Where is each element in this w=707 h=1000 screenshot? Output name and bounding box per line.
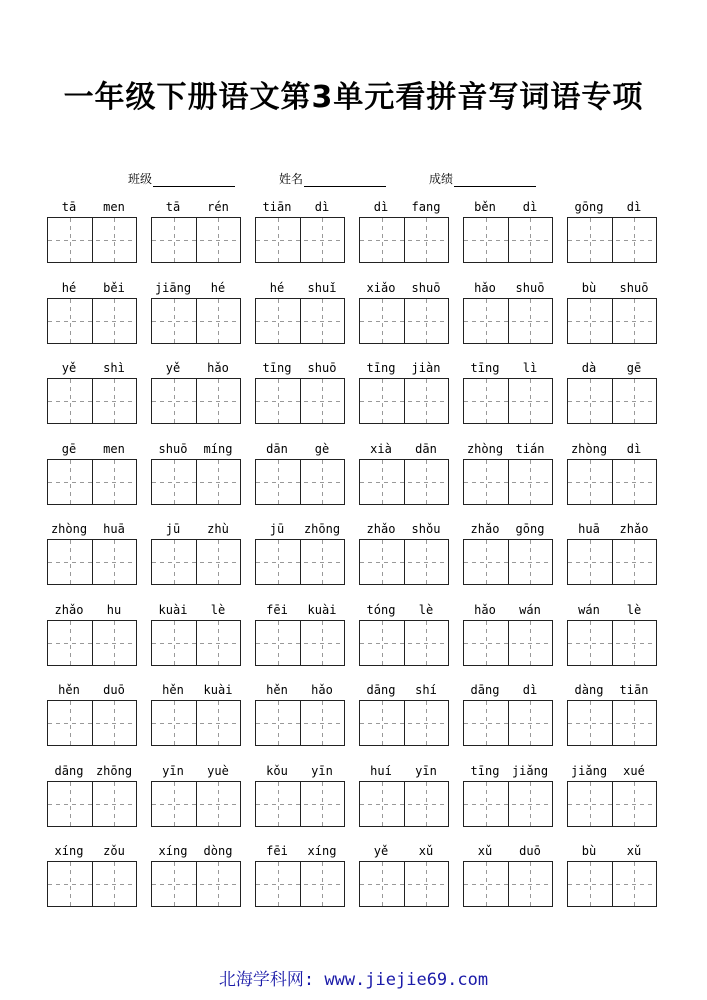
pinyin-syllable: lè (418, 603, 434, 617)
pinyin-syllable: fēi (266, 603, 288, 617)
word-item (47, 681, 137, 751)
tianzige-writing-box[interactable] (151, 781, 241, 827)
pinyin-syllable: yīn (162, 764, 184, 778)
pinyin-syllable: yě (165, 361, 181, 375)
tianzige-writing-box[interactable] (151, 539, 241, 585)
pinyin-syllable: fang (411, 200, 441, 214)
word-item (463, 440, 553, 510)
pinyin-syllable: hǎo (207, 361, 229, 375)
tianzige-writing-box[interactable] (359, 459, 449, 505)
pinyin-syllable: bù (581, 281, 597, 295)
tianzige-writing-box[interactable] (359, 700, 449, 746)
pinyin-syllable: běi (103, 281, 125, 295)
word-item (567, 279, 657, 349)
pinyin-syllable: gē (61, 442, 77, 456)
pinyin-syllable: yě (61, 361, 77, 375)
tianzige-writing-box[interactable] (567, 378, 657, 424)
word-item (47, 359, 137, 429)
pinyin-syllable: kuài (307, 603, 337, 617)
pinyin-syllable: zhǎo (54, 603, 84, 617)
tianzige-writing-box[interactable] (359, 217, 449, 263)
pinyin-syllable: huā (578, 522, 600, 536)
pinyin-syllable: dāng (366, 683, 396, 697)
pinyin-syllable: xià (370, 442, 392, 456)
tianzige-writing-box[interactable] (47, 459, 137, 505)
pinyin-syllable: tīng (470, 361, 500, 375)
pinyin-syllable: shuǐ (307, 281, 337, 295)
exercise-row (47, 762, 659, 832)
word-item (359, 359, 449, 429)
pinyin-syllable: hé (61, 281, 77, 295)
pinyin-syllable: tīng (366, 361, 396, 375)
tianzige-writing-box[interactable] (255, 378, 345, 424)
score-field[interactable] (429, 170, 536, 187)
word-item (255, 279, 345, 349)
tianzige-writing-box[interactable] (463, 700, 553, 746)
score-blank[interactable] (454, 173, 536, 187)
word-item (255, 520, 345, 590)
pinyin-syllable: gōng (515, 522, 545, 536)
tianzige-writing-box[interactable] (47, 781, 137, 827)
tianzige-writing-box[interactable] (359, 620, 449, 666)
tianzige-writing-box[interactable] (151, 459, 241, 505)
pinyin-syllable: gè (314, 442, 330, 456)
word-item (463, 681, 553, 751)
pinyin-syllable: běn (474, 200, 496, 214)
word-item (359, 762, 449, 832)
pinyin-syllable: xué (623, 764, 645, 778)
exercise-row (47, 279, 659, 349)
pinyin-syllable: zhòng (466, 442, 504, 456)
word-item (567, 198, 657, 268)
pinyin-syllable: xǔ (477, 844, 493, 858)
tianzige-writing-box[interactable] (255, 217, 345, 263)
tianzige-writing-box[interactable] (47, 861, 137, 907)
pinyin-syllable: yīn (415, 764, 437, 778)
word-item (463, 198, 553, 268)
pinyin-syllable: jū (165, 522, 181, 536)
pinyin-syllable: dāng (470, 683, 500, 697)
word-item (151, 601, 241, 671)
tianzige-writing-box[interactable] (567, 620, 657, 666)
name-field[interactable] (279, 170, 386, 187)
pinyin-syllable: shí (415, 683, 437, 697)
exercise-row (47, 520, 659, 590)
name-label: 姓名 (279, 172, 304, 186)
pinyin-syllable: hěn (266, 683, 288, 697)
pinyin-syllable: wán (578, 603, 600, 617)
pinyin-syllable: tā (165, 200, 181, 214)
pinyin-syllable: kǒu (266, 764, 288, 778)
word-item (359, 520, 449, 590)
pinyin-syllable: hé (269, 281, 285, 295)
pinyin-syllable: dì (626, 442, 642, 456)
word-item (151, 198, 241, 268)
pinyin-syllable: gē (626, 361, 642, 375)
exercise-row (47, 359, 659, 429)
exercise-row (47, 198, 659, 268)
word-item (567, 440, 657, 510)
pinyin-syllable: zǒu (103, 844, 125, 858)
pinyin-syllable: hǎo (311, 683, 333, 697)
word-item (359, 601, 449, 671)
tianzige-writing-box[interactable] (567, 781, 657, 827)
word-item (151, 359, 241, 429)
pinyin-syllable: jū (269, 522, 285, 536)
word-item (47, 520, 137, 590)
pinyin-syllable: shuō (515, 281, 545, 295)
pinyin-syllable: kuài (158, 603, 188, 617)
tianzige-writing-box[interactable] (151, 861, 241, 907)
tianzige-writing-box[interactable] (359, 781, 449, 827)
pinyin-syllable: dà (581, 361, 597, 375)
pinyin-syllable: dì (522, 683, 538, 697)
exercise-row (47, 601, 659, 671)
pinyin-syllable: shuō (619, 281, 649, 295)
student-info (0, 170, 707, 190)
pinyin-syllable: zhōng (95, 764, 133, 778)
tianzige-writing-box[interactable] (255, 539, 345, 585)
word-item (255, 681, 345, 751)
tianzige-writing-box[interactable] (463, 298, 553, 344)
tianzige-writing-box[interactable] (567, 861, 657, 907)
tianzige-writing-box[interactable] (463, 781, 553, 827)
pinyin-syllable: dān (415, 442, 437, 456)
tianzige-writing-box[interactable] (255, 620, 345, 666)
pinyin-syllable: kuài (203, 683, 233, 697)
tianzige-writing-box[interactable] (463, 620, 553, 666)
pinyin-syllable: dàng (574, 683, 604, 697)
pinyin-syllable: shuō (307, 361, 337, 375)
tianzige-writing-box[interactable] (567, 459, 657, 505)
tianzige-writing-box[interactable] (47, 700, 137, 746)
pinyin-syllable: dì (373, 200, 389, 214)
word-item (255, 359, 345, 429)
tianzige-writing-box[interactable] (359, 861, 449, 907)
tianzige-writing-box[interactable] (47, 217, 137, 263)
tianzige-writing-box[interactable] (47, 378, 137, 424)
pinyin-syllable: dì (522, 200, 538, 214)
word-item (47, 198, 137, 268)
word-item (359, 842, 449, 912)
word-item (463, 359, 553, 429)
word-item (567, 762, 657, 832)
pinyin-syllable: xíng (158, 844, 188, 858)
pinyin-syllable: tiān (262, 200, 292, 214)
tianzige-writing-box[interactable] (255, 781, 345, 827)
exercise-row (47, 681, 659, 751)
tianzige-writing-box[interactable] (255, 298, 345, 344)
pinyin-syllable: xíng (307, 844, 337, 858)
word-item (359, 681, 449, 751)
tianzige-writing-box[interactable] (567, 700, 657, 746)
tianzige-writing-box[interactable] (47, 620, 137, 666)
pinyin-syllable: shuō (158, 442, 188, 456)
tianzige-writing-box[interactable] (359, 298, 449, 344)
pinyin-syllable: tīng (470, 764, 500, 778)
tianzige-writing-box[interactable] (151, 378, 241, 424)
tianzige-writing-box[interactable] (463, 861, 553, 907)
word-item (463, 601, 553, 671)
tianzige-writing-box[interactable] (47, 539, 137, 585)
word-item (463, 762, 553, 832)
tianzige-writing-box[interactable] (359, 539, 449, 585)
word-item (255, 601, 345, 671)
tianzige-writing-box[interactable] (463, 378, 553, 424)
pinyin-syllable: míng (203, 442, 233, 456)
name-blank[interactable] (304, 173, 386, 187)
score-label: 成绩 (429, 172, 454, 186)
pinyin-syllable: jiāng (154, 281, 192, 295)
pinyin-syllable: lè (626, 603, 642, 617)
word-item (47, 440, 137, 510)
tianzige-writing-box[interactable] (359, 378, 449, 424)
word-item (567, 359, 657, 429)
pinyin-syllable: zhǎo (619, 522, 649, 536)
pinyin-syllable: zhòng (570, 442, 608, 456)
pinyin-syllable: tā (61, 200, 77, 214)
word-item (151, 681, 241, 751)
pinyin-syllable: hǎo (474, 603, 496, 617)
pinyin-syllable: duō (103, 683, 125, 697)
pinyin-syllable: lè (210, 603, 226, 617)
word-item (47, 762, 137, 832)
pinyin-syllable: jiǎng (511, 764, 549, 778)
page-title: 一年级下册语文第3单元看拼音写词语专项 (63, 80, 644, 115)
tianzige-writing-box[interactable] (463, 217, 553, 263)
pinyin-syllable: huí (370, 764, 392, 778)
pinyin-syllable: zhǎo (366, 522, 396, 536)
pinyin-syllable: men (103, 200, 125, 214)
tianzige-writing-box[interactable] (151, 620, 241, 666)
pinyin-syllable: tián (515, 442, 545, 456)
tianzige-writing-box[interactable] (47, 298, 137, 344)
word-item (567, 842, 657, 912)
word-item (359, 279, 449, 349)
word-item (255, 440, 345, 510)
tianzige-writing-box[interactable] (151, 700, 241, 746)
tianzige-writing-box[interactable] (255, 459, 345, 505)
pinyin-syllable: hé (210, 281, 226, 295)
pinyin-syllable: fēi (266, 844, 288, 858)
word-item (359, 198, 449, 268)
pinyin-syllable: yě (373, 844, 389, 858)
pinyin-syllable: hu (106, 603, 122, 617)
pinyin-syllable: zhǎo (470, 522, 500, 536)
word-item (47, 842, 137, 912)
word-item (567, 681, 657, 751)
pinyin-syllable: lì (522, 361, 538, 375)
pinyin-syllable: shǒu (411, 522, 441, 536)
class-blank[interactable] (153, 173, 235, 187)
exercise-row (47, 842, 659, 912)
pinyin-syllable: yuè (207, 764, 229, 778)
word-item (255, 198, 345, 268)
word-item (463, 279, 553, 349)
footer-site: 北海学科网: www.jiejie69.com (218, 970, 489, 990)
pinyin-syllable: dì (626, 200, 642, 214)
word-item (255, 842, 345, 912)
pinyin-syllable: hěn (162, 683, 184, 697)
word-item (255, 762, 345, 832)
pinyin-syllable: xíng (54, 844, 84, 858)
pinyin-syllable: dì (314, 200, 330, 214)
class-field[interactable] (128, 170, 235, 187)
pinyin-syllable: bù (581, 844, 597, 858)
pinyin-syllable: jiàn (411, 361, 441, 375)
pinyin-syllable: shuō (411, 281, 441, 295)
tianzige-writing-box[interactable] (255, 861, 345, 907)
pinyin-syllable: dān (266, 442, 288, 456)
pinyin-syllable: men (103, 442, 125, 456)
word-item (359, 440, 449, 510)
tianzige-writing-box[interactable] (151, 217, 241, 263)
pinyin-syllable: hěn (58, 683, 80, 697)
word-item (47, 279, 137, 349)
pinyin-syllable: shì (103, 361, 125, 375)
pinyin-syllable: xiǎo (366, 281, 396, 295)
pinyin-syllable: yīn (311, 764, 333, 778)
word-item (463, 520, 553, 590)
exercise-row (47, 440, 659, 510)
pinyin-syllable: hǎo (474, 281, 496, 295)
word-item (151, 762, 241, 832)
pinyin-syllable: zhù (207, 522, 229, 536)
pinyin-syllable: zhòng (50, 522, 88, 536)
tianzige-writing-box[interactable] (463, 459, 553, 505)
word-item (151, 279, 241, 349)
class-label: 班级 (128, 172, 153, 186)
word-item (567, 601, 657, 671)
word-item (567, 520, 657, 590)
pinyin-syllable: tóng (366, 603, 396, 617)
pinyin-syllable: jiǎng (570, 764, 608, 778)
pinyin-syllable: tīng (262, 361, 292, 375)
word-item (47, 601, 137, 671)
tianzige-writing-box[interactable] (567, 298, 657, 344)
pinyin-syllable: gōng (574, 200, 604, 214)
tianzige-writing-box[interactable] (255, 700, 345, 746)
pinyin-syllable: duō (519, 844, 541, 858)
pinyin-syllable: dòng (203, 844, 233, 858)
pinyin-syllable: zhōng (303, 522, 341, 536)
word-item (463, 842, 553, 912)
tianzige-writing-box[interactable] (567, 539, 657, 585)
word-item (151, 520, 241, 590)
pinyin-syllable: xǔ (418, 844, 434, 858)
tianzige-writing-box[interactable] (151, 298, 241, 344)
word-item (151, 440, 241, 510)
tianzige-writing-box[interactable] (567, 217, 657, 263)
pinyin-syllable: dāng (54, 764, 84, 778)
pinyin-syllable: tiān (619, 683, 649, 697)
pinyin-syllable: wán (519, 603, 541, 617)
pinyin-syllable: rén (207, 200, 229, 214)
pinyin-syllable: huā (103, 522, 125, 536)
tianzige-writing-box[interactable] (463, 539, 553, 585)
word-item (151, 842, 241, 912)
pinyin-syllable: xǔ (626, 844, 642, 858)
